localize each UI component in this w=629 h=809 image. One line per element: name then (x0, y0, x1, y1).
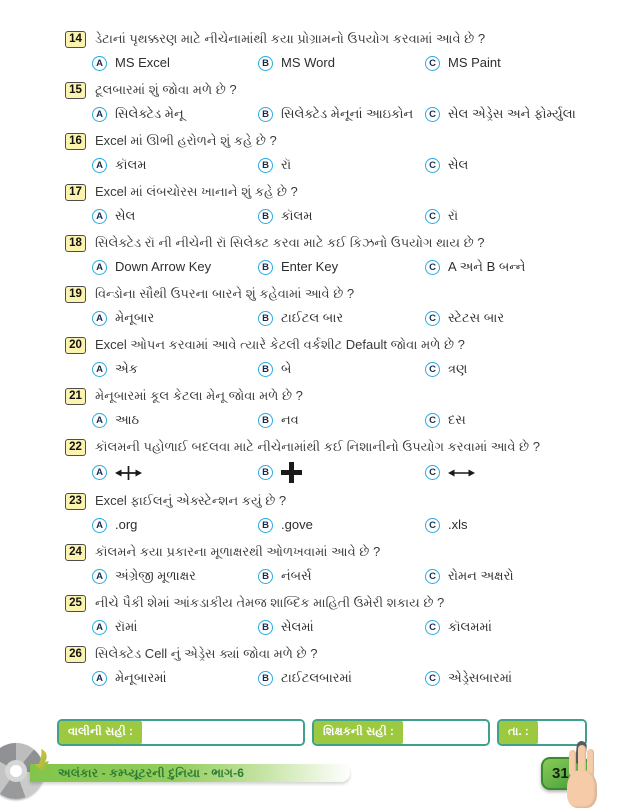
option-label: .org (115, 516, 138, 532)
question-block (65, 387, 611, 429)
question-line (65, 132, 611, 150)
parent-signature-box (57, 719, 305, 746)
option-letter-badge: A (92, 311, 107, 326)
question-text: મેનૂબારમાં કૂલ કેટલા મેનૂ જોવા મળે છે ? (95, 388, 303, 403)
option-label: નંબર્સ (281, 567, 312, 583)
option-label: સેલમાં (281, 618, 314, 634)
down-arrow-icon (34, 749, 52, 780)
option-letter-badge: B (258, 413, 273, 428)
option-letter-badge: C (425, 107, 440, 122)
option-14-C (425, 55, 611, 71)
option-label: ત્રણ (448, 360, 468, 376)
col-resize-cursor-icon (115, 465, 142, 481)
option-23-A (92, 517, 258, 533)
option-letter-badge: B (258, 362, 273, 377)
option-label: મેનૂબારમાં (115, 669, 167, 685)
option-label: કૉલમ (115, 156, 147, 172)
question-block (65, 492, 611, 534)
question-text: કૉલમની પહોળાઈ બદલવા માટે નીચેનામાંથી કઈ નિશાનીનો ઉપયોગ કરવામાં આવે છે ? (95, 439, 540, 454)
option-label: એડ્રેસબારમાં (448, 669, 513, 685)
option-row (92, 618, 611, 636)
question-block (65, 543, 611, 585)
option-19-B (258, 310, 425, 326)
option-label: કૉલમમાં (448, 618, 492, 634)
option-22-C (425, 465, 611, 480)
option-23-C (425, 517, 611, 533)
option-label: .gove (281, 516, 313, 532)
option-17-A (92, 208, 258, 224)
question-number: 25 (65, 595, 86, 612)
option-24-C (425, 568, 611, 584)
option-label: અંગ્રેજી મૂળાક્ષર (115, 567, 196, 583)
teacher-signature-label: શિક્ષકની સહી : (314, 721, 403, 744)
question-text: કૉલમને કયા પ્રકારના મૂળાક્ષરથી ઓળખવામાં આવે છે ? (95, 544, 381, 559)
option-row (92, 258, 611, 276)
question-number: 26 (65, 646, 86, 663)
question-text: Excel માં ઊભી હરોળને શું કહે છે ? (95, 133, 277, 148)
option-label: .xls (448, 516, 468, 532)
option-18-C (425, 259, 611, 275)
question-line (65, 594, 611, 612)
option-letter-badge: A (92, 362, 107, 377)
option-22-B (258, 462, 425, 483)
option-letter-badge: C (425, 413, 440, 428)
question-line (65, 543, 611, 561)
option-label: ટાઈટલબારમાં (281, 669, 352, 685)
option-25-B (258, 619, 425, 635)
parent-signature-blank (142, 721, 303, 744)
option-letter-badge: B (258, 260, 273, 275)
option-letter-badge: C (425, 311, 440, 326)
option-14-B (258, 55, 425, 71)
option-letter-badge: C (425, 362, 440, 377)
option-letter-badge: C (425, 465, 440, 480)
option-letter-badge: B (258, 107, 273, 122)
option-label: MS Excel (115, 54, 170, 70)
option-letter-badge: C (425, 620, 440, 635)
option-label: એક (115, 360, 138, 376)
option-label: બે (281, 360, 292, 376)
question-number: 17 (65, 184, 86, 201)
option-letter-badge: A (92, 620, 107, 635)
option-14-A (92, 55, 258, 71)
question-list (65, 30, 611, 696)
question-text: વિન્ડોના સૌથી ઉપરના બારને શું કહેવામાં આવે છે ? (95, 286, 355, 301)
option-row (92, 567, 611, 585)
option-letter-badge: B (258, 56, 273, 71)
option-label: MS Word (281, 54, 335, 70)
question-text: Excel ઓપન કરવામાં આવે ત્યારે કેટલી વર્કશીટ Default જોવા મળે છે ? (95, 337, 465, 352)
option-letter-badge: C (425, 569, 440, 584)
option-label: સેલ એડ્રેસ અને ફોર્મ્યુલા (448, 105, 576, 121)
book-title: અલંકાર - કમ્પ્યૂટરની દુનિયા - ભાગ-6 (58, 765, 245, 780)
question-text: Excel ફાઈલનું એક્સ્ટેન્શન કયું છે ? (95, 493, 287, 508)
option-letter-badge: B (258, 209, 273, 224)
question-line (65, 183, 611, 201)
question-line (65, 285, 611, 303)
question-number: 15 (65, 82, 86, 99)
option-letter-badge: A (92, 260, 107, 275)
question-line (65, 234, 611, 252)
question-text: સિલેક્ટેડ Cell નું એડ્રેસ ક્યાં જોવા મળે છે ? (95, 646, 318, 661)
question-number: 23 (65, 493, 86, 510)
page-number: 31 (552, 765, 569, 782)
option-letter-badge: A (92, 158, 107, 173)
option-20-B (258, 361, 425, 377)
option-16-A (92, 157, 258, 173)
option-25-C (425, 619, 611, 635)
question-block (65, 594, 611, 636)
question-number: 18 (65, 235, 86, 252)
option-26-B (258, 670, 425, 686)
option-letter-badge: B (258, 620, 273, 635)
option-label: કૉલમ (281, 207, 313, 223)
question-block (65, 81, 611, 123)
question-line (65, 645, 611, 663)
option-17-B (258, 208, 425, 224)
option-18-B (258, 259, 425, 275)
option-19-C (425, 310, 611, 326)
option-label: સ્ટેટસ બાર (448, 309, 505, 325)
option-label: Enter Key (281, 258, 339, 274)
option-18-A (92, 259, 258, 275)
option-letter-badge: A (92, 518, 107, 533)
option-21-A (92, 412, 258, 428)
option-label: MS Paint (448, 54, 501, 70)
option-row (92, 411, 611, 429)
option-15-C (425, 106, 611, 122)
option-letter-badge: A (92, 56, 107, 71)
option-15-A (92, 106, 258, 122)
thick-plus-cursor-icon (281, 462, 302, 483)
option-letter-badge: C (425, 671, 440, 686)
question-number: 19 (65, 286, 86, 303)
option-16-C (425, 157, 611, 173)
option-26-C (425, 670, 611, 686)
question-block (65, 30, 611, 72)
option-row (92, 516, 611, 534)
option-26-A (92, 670, 258, 686)
question-block (65, 234, 611, 276)
option-letter-badge: A (92, 209, 107, 224)
question-number: 20 (65, 337, 86, 354)
option-label: સેલ (115, 207, 136, 223)
question-number: 21 (65, 388, 86, 405)
option-24-A (92, 568, 258, 584)
option-row (92, 669, 611, 687)
option-letter-badge: C (425, 56, 440, 71)
option-row (92, 207, 611, 225)
option-label: રોમન અક્ષરો (448, 567, 514, 583)
question-text: ડેટાનાં પૃથક્કરણ માટે નીચેનામાંથી કયા પ્રોગ્રામનો ઉપયોગ કરવામાં આવે છે ? (95, 31, 486, 46)
question-block (65, 438, 611, 483)
question-number: 22 (65, 439, 86, 456)
option-row (92, 105, 611, 123)
question-line (65, 30, 611, 48)
option-letter-badge: B (258, 671, 273, 686)
option-letter-badge: A (92, 569, 107, 584)
footer-ribbon (30, 764, 350, 782)
question-line (65, 387, 611, 405)
option-label: Down Arrow Key (115, 258, 212, 274)
question-text: ટૂલબારમાં શું જોવા મળે છે ? (95, 82, 237, 97)
option-16-B (258, 157, 425, 173)
option-label: રૉ (448, 207, 459, 223)
horizontal-arrow-cursor-icon (448, 467, 475, 479)
option-row (92, 309, 611, 327)
option-label: સિલેક્ટેડ મેનૂ (115, 105, 184, 121)
question-line (65, 336, 611, 354)
option-letter-badge: C (425, 518, 440, 533)
option-24-B (258, 568, 425, 584)
question-text: નીચે પૈકી શેમાં આંકડાકીય તેમજ શાબ્દિક માહિતી ઉમેરી શકાય છે ? (95, 595, 445, 610)
option-label: નવ (281, 411, 299, 427)
teacher-signature-blank (403, 721, 488, 744)
option-letter-badge: C (425, 158, 440, 173)
option-letter-badge: A (92, 671, 107, 686)
option-21-C (425, 412, 611, 428)
question-line (65, 492, 611, 510)
option-row (92, 54, 611, 72)
option-letter-badge: C (425, 209, 440, 224)
option-label: રૉમાં (115, 618, 138, 634)
option-17-C (425, 208, 611, 224)
option-label: સેલ (448, 156, 469, 172)
question-number: 24 (65, 544, 86, 561)
option-label: ટાઈટલ બાર (281, 309, 344, 325)
option-23-B (258, 517, 425, 533)
date-label: તા. : (499, 721, 538, 744)
question-number: 14 (65, 31, 86, 48)
option-label: રૉ (281, 156, 292, 172)
teacher-signature-box (312, 719, 490, 746)
question-line (65, 81, 611, 99)
option-label: મેનૂબાર (115, 309, 155, 325)
option-letter-badge: B (258, 465, 273, 480)
question-block (65, 336, 611, 378)
question-number: 16 (65, 133, 86, 150)
option-letter-badge: B (258, 311, 273, 326)
option-25-A (92, 619, 258, 635)
option-letter-badge: A (92, 413, 107, 428)
option-19-A (92, 310, 258, 326)
signature-row (57, 719, 587, 746)
option-letter-badge: B (258, 518, 273, 533)
option-letter-badge: A (92, 107, 107, 122)
question-block (65, 132, 611, 174)
question-text: Excel માં લંબચોરસ ખાનાને શું કહે છે ? (95, 184, 298, 199)
option-letter-badge: B (258, 158, 273, 173)
option-label: આઠ (115, 411, 140, 427)
hand-with-mouse-icon (563, 740, 613, 809)
question-block (65, 285, 611, 327)
option-20-A (92, 361, 258, 377)
option-22-A (92, 465, 258, 481)
option-label: દસ (448, 411, 466, 427)
option-row (92, 156, 611, 174)
option-20-C (425, 361, 611, 377)
option-letter-badge: A (92, 465, 107, 480)
question-block (65, 645, 611, 687)
option-label: સિલેક્ટેડ મેનૂનાં આઇકોન (281, 105, 414, 121)
option-row (92, 360, 611, 378)
option-21-B (258, 412, 425, 428)
parent-signature-label: વાલીની સહી : (59, 721, 142, 744)
option-letter-badge: B (258, 569, 273, 584)
option-15-B (258, 106, 425, 122)
question-text: સિલેક્ટેડ રૉ ની નીચેની રૉ સિલેક્ટ કરવા માટે કઈ કિઝનો ઉપયોગ થાય છે ? (95, 235, 485, 250)
option-letter-badge: C (425, 260, 440, 275)
question-block (65, 183, 611, 225)
option-row (92, 462, 611, 483)
option-label: A અને B બન્ને (448, 258, 526, 274)
question-line (65, 438, 611, 456)
